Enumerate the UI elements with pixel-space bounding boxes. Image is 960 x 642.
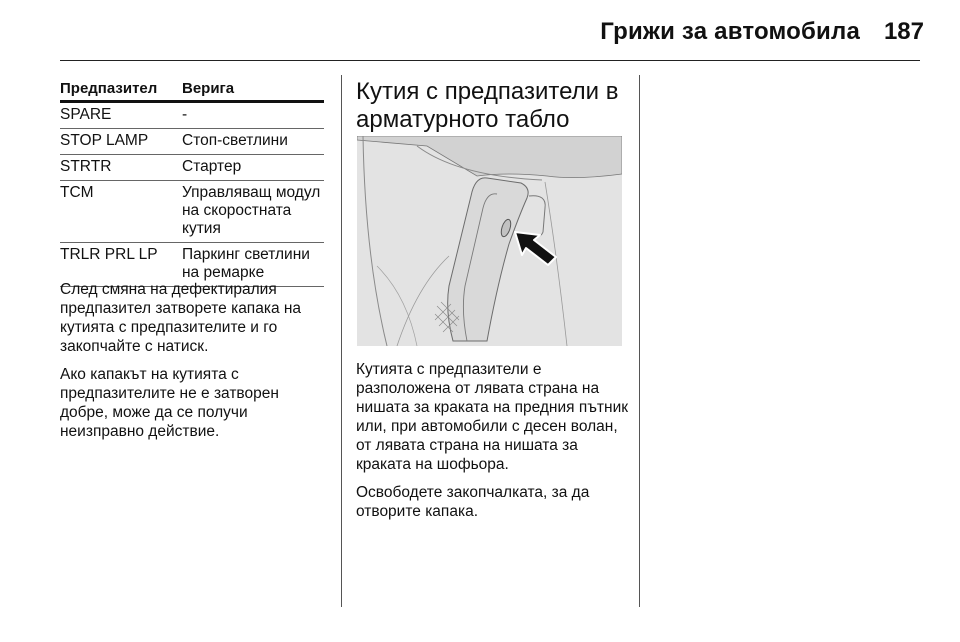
- column-divider-left: [341, 75, 342, 607]
- fuse-table: [60, 80, 324, 287]
- fuse-cell: TRLR PRL LP: [60, 246, 158, 263]
- column-header-fuse: Предпазител: [60, 80, 158, 97]
- body-paragraph: Освободете закопчалката, за да отворите капака.: [356, 484, 590, 520]
- section-heading: Кутия с предпазители в арматурното табло: [356, 78, 619, 133]
- fuse-box-illustration: [357, 136, 622, 346]
- page-number: 187: [883, 18, 924, 45]
- body-paragraph: След смяна на дефектиралия предпазител затворете капака на кутията с предпазителите и го закопчайте с натиск.: [60, 281, 302, 355]
- fuse-cell: SPARE: [60, 106, 112, 123]
- table-row: [60, 181, 324, 243]
- table-row: [60, 129, 324, 155]
- table-row: [60, 103, 324, 129]
- fuse-cell: TCM: [60, 184, 94, 201]
- body-paragraph: Кутията с предпазители е разположена от лявата страна на нишата за краката на предния пътник или, при автомобили с десен волан, от лявата страна на нишата за краката на шофьора.: [356, 361, 629, 473]
- header-rule: [60, 60, 920, 61]
- circuit-cell: Паркинг светлини на ремарке: [182, 246, 310, 281]
- body-paragraph: Ако капакът на кутията с предпазителите не е затворен добре, може да се получи неизправно действие.: [60, 366, 279, 440]
- fuse-cell: STOP LAMP: [60, 132, 149, 149]
- dashboard-footwell-drawing: [357, 136, 622, 346]
- right-column-text: [356, 360, 632, 530]
- circuit-cell: Стартер: [182, 158, 242, 175]
- page-title: Грижи за автомобила: [600, 18, 860, 45]
- circuit-cell: Управляващ модул на скоростната кутия: [182, 184, 321, 237]
- table-row: [60, 155, 324, 181]
- column-header-circuit: Верига: [182, 80, 235, 97]
- fuse-cell: STRTR: [60, 158, 112, 175]
- circuit-cell: Стоп-светлини: [182, 132, 288, 149]
- column-divider-right: [639, 75, 640, 607]
- left-column-text: [60, 280, 330, 450]
- circuit-cell: -: [182, 106, 188, 123]
- table-header: [60, 80, 324, 103]
